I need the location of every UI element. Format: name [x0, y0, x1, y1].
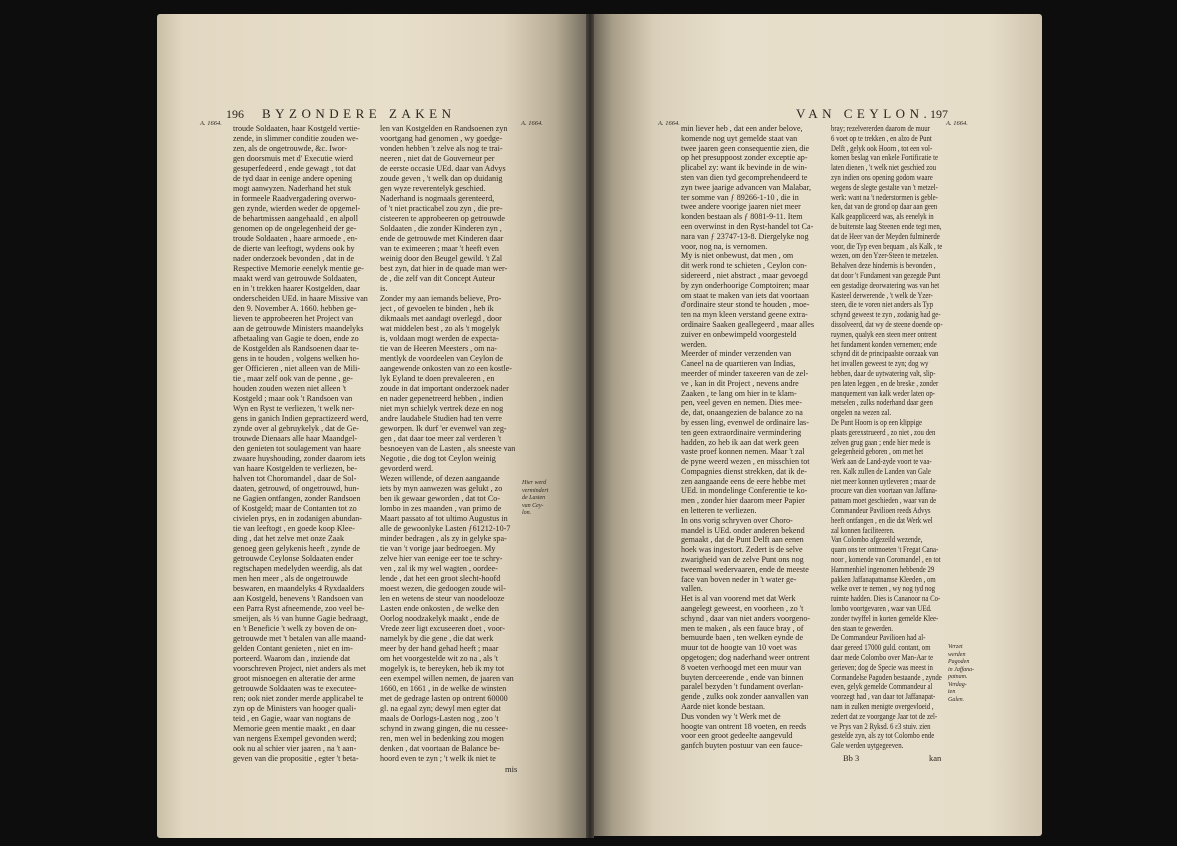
- text-line: by zyn onderhoorige Comptoiren; maar: [681, 280, 810, 290]
- text-line: schynd geweest te zyn , zodanig had ge-: [831, 310, 941, 320]
- catchword-right: kan: [929, 753, 942, 763]
- text-line: werden: [948, 651, 966, 658]
- text-line: de tyd daar in eenige andere opening: [233, 174, 353, 183]
- text-line: werk: want na 't nederstormen is geble-: [831, 192, 938, 202]
- catchword-left: mis: [505, 764, 518, 774]
- text-line: muur tot de hoogte van 10 voet was: [681, 643, 797, 653]
- text-line: sten van dien tyd gecomprehendeerd te: [681, 172, 808, 182]
- text-line: 8 voeten verhoogd met een muur van: [681, 662, 802, 672]
- text-line: pen, veel geven en nemen. Dies mee-: [681, 398, 802, 408]
- text-line: zyn op de Ministers van hooger quali-: [233, 704, 357, 713]
- text-line: Het is al van voorend met dat Werk: [681, 594, 796, 604]
- text-line: besnoeyen van de Lasten , als sneeste van: [380, 444, 516, 453]
- text-line: dat de Heer van der Meyden fulminerde: [831, 231, 940, 241]
- text-line: minder bedragen , als zy in gelyke spa-: [380, 534, 507, 543]
- text-line: ren, men wel in bedenking zou mogen: [380, 734, 504, 743]
- text-line: ger Officieren , niet alleen van de Mili-: [233, 364, 361, 373]
- text-line: een exempel willen nemen, de jaaren van: [380, 674, 514, 683]
- text-line: schynd , daar van niet anders voorgeno-: [681, 613, 811, 623]
- text-line: Memorie geen mentie maakt , en daar: [233, 724, 356, 733]
- text-line: halven tot Choromandel , daar de Sol-: [233, 474, 357, 483]
- text-line: Pagoden: [948, 659, 970, 665]
- text-line: ject , of gevoelen te binden , heb ik: [380, 304, 494, 313]
- text-line: zyn twee jaarige advancen van Malabar,: [681, 182, 812, 192]
- text-line: Kostgeld ; maar ook 't Randsoen van: [233, 394, 353, 403]
- text-line: tie , maar zelf ook van de penne , ge-: [233, 374, 353, 383]
- right-page-column-2: [831, 124, 945, 751]
- text-line: Galen.: [948, 696, 965, 703]
- text-line: tie van 't vorige jaar bedroegen. My: [380, 544, 496, 553]
- text-line: de Lasten: [522, 495, 546, 501]
- text-line: gens in te houden , volgens welken ho-: [233, 354, 360, 363]
- text-line: lombo in zes maanden , van primo de: [380, 504, 502, 513]
- text-line: schynd in zwang gingen, die nu cessee-: [380, 724, 508, 733]
- text-line: gl. na egaal zyn; dewyl men egter dat: [380, 704, 501, 713]
- text-line: welke over te nemen , wy nog tyd nog: [831, 584, 936, 594]
- text-line: lyk Eyland te doen prevaleeren , en: [380, 374, 495, 383]
- text-line: zelven grug gaan ; ende hier mede is: [831, 437, 931, 447]
- text-line: pen laten leggen , en de breske , zonder: [831, 378, 939, 388]
- text-line: plaats gerexstrueerd , zo niet , zou den: [831, 427, 936, 437]
- text-line: patnam.: [948, 674, 968, 680]
- text-line: hoord even te zyn ; 't welk ik niet te: [380, 754, 496, 763]
- text-line: daar gereed 17000 guld. contant, om: [831, 643, 931, 653]
- running-head-right: VAN CEYLON.: [796, 106, 932, 121]
- text-line: andre laudabele Studien had ten verre: [380, 414, 503, 423]
- text-line: voorschreven Project, niet anders als met: [233, 664, 367, 673]
- text-line: voor, nog na, is vernomen.: [681, 241, 768, 251]
- text-line: tie van leeftogt , en goede koop Klee-: [233, 524, 355, 533]
- text-line: ren; ook niet zonder merde applicabel te: [233, 694, 364, 703]
- text-line: Verzet: [948, 644, 963, 650]
- text-line: de dierte van leeftogt, wydens ook by: [233, 244, 355, 253]
- text-line: van nergens Exempel gevonden werd;: [233, 734, 357, 743]
- text-line: Zaaken , te lang om hier in te klam-: [681, 388, 797, 398]
- text-line: Compagnies dienst strekken, dat ik de-: [681, 466, 807, 476]
- text-line: ben ik gewaar geworden , dat tot Co-: [380, 494, 501, 503]
- text-line: ten geen extraordinaire vermindering: [681, 427, 802, 437]
- text-line: aan de getrouwde Ministers maandelyks: [233, 324, 364, 333]
- text-line: troude Soldaaten , haare armoede , en-: [233, 234, 358, 243]
- text-line: noor , komende van Coromandel , en tot: [831, 555, 941, 565]
- text-line: ten: [948, 689, 956, 695]
- text-line: hebben, daar de uytwatering valt, slip-: [831, 368, 936, 378]
- text-line: den 9. November A. 1660. hebben ge-: [233, 304, 357, 313]
- text-line: gelegenheid geboren , om met het: [831, 447, 924, 457]
- text-line: Kalk geappliceerd was, als eenelyk in: [831, 212, 934, 222]
- text-line: een gestadige deorwatering was van het: [831, 280, 940, 290]
- text-line: Negotie , die dog tot Ceylon weinig: [380, 454, 496, 463]
- text-line: wegens de slegte gestalte van 't metzel-: [831, 182, 938, 192]
- text-line: Respective Memorie eenelyk mentie ge-: [233, 264, 364, 273]
- text-line: of 't niet practicabel zou zyn , die pre-: [380, 204, 503, 213]
- text-line: gen doorsmuis met d' Executie wierd: [233, 154, 353, 163]
- text-line: dit werk rond te schieten , Ceylon con-: [681, 261, 807, 271]
- text-line: hoek was ingestort. Zedert is de selve: [681, 545, 803, 555]
- text-line: Dus vonden wy 't Werk met de: [681, 711, 781, 721]
- text-line: dikmaals met aandagt overlegd , door: [380, 314, 502, 323]
- text-line: wezen, om den Yzer-Steen te metzelen.: [831, 251, 939, 261]
- text-line: den staan te gewerden.: [831, 623, 893, 633]
- text-line: beswaren, en maandelyks 4 Ryxdaalders: [233, 584, 365, 593]
- text-line: Gale werden uytgegeeven.: [831, 741, 904, 751]
- text-line: getrouwde Ceylonse Soldaaten ender: [233, 554, 354, 563]
- text-line: porteerd. Waarom dan , inziende dat: [233, 654, 351, 663]
- text-line: zynde over al gebruykelyk , dat de Ge-: [233, 424, 359, 433]
- text-line: het invallen geweest te zyn; dog wy: [831, 359, 929, 369]
- text-line: weinig door den Beugel gewild. 't Zal: [380, 254, 503, 263]
- text-line: manquement van kalk weder laten op-: [831, 388, 936, 398]
- text-line: ne Gagien ontfangen, zonder Randsoen: [233, 494, 361, 503]
- text-line: regtschapen medelyden weerdig, als dat: [233, 564, 363, 573]
- text-line: buyten derceerende , ende van binnen: [681, 672, 804, 682]
- text-line: men hen meer , als de ongetrouwde: [233, 574, 348, 583]
- text-line: mogt aanwyzen. Naderhand het stuk: [233, 184, 351, 193]
- text-line: plicabel zy: want ik bevinde in de win-: [681, 163, 808, 173]
- text-line: vaste proef konnen nemen. Maar 't zal: [681, 447, 805, 457]
- text-line: zoude in dat important onderzoek nader: [380, 384, 509, 393]
- text-line: gestelde zyn, als zy tot Colombo ende: [831, 731, 935, 741]
- text-line: ordinaire Saaken geallegeerd , maar alles: [681, 319, 815, 329]
- text-line: en in 't trekken haarer Kostgelden, daar: [233, 284, 361, 293]
- text-line: ende de getrouwde met Kinderen daar: [380, 234, 504, 243]
- text-line: lombo voortgevaren , waar van UEd.: [831, 604, 932, 614]
- text-line: face van boven neder in 't water ge-: [681, 574, 797, 584]
- text-line: Caneel na de quartieren van Indias,: [681, 359, 796, 369]
- text-line: ven , zal ik my wel wagten , oordee-: [380, 564, 498, 573]
- text-line: de pyne weerd wezen , en misschien tot: [681, 457, 810, 467]
- text-line: 6 voet op te trekken , en alzo de Punt: [831, 133, 932, 143]
- text-line: Werk aan de Land-zyde voort te vaa-: [831, 457, 932, 467]
- text-line: De Punt Hoorn is op een klippige: [831, 417, 923, 427]
- text-line: vonden hebben 't zelve als nog te trai-: [380, 144, 503, 153]
- text-line: nader onderzoek bevonden , dat in de: [233, 254, 355, 263]
- text-line: zwarigheid van de zelve Punt ons nog: [681, 555, 804, 565]
- text-line: ve Prys van 2 Ryksd. 6 ɛ3 stuiv. zien: [831, 721, 931, 731]
- text-line: dat door 't Fundament van gezegde Punt: [831, 270, 941, 280]
- text-line: Naderhand is nogmaals gerenteerd,: [380, 194, 495, 203]
- text-line: lon.: [522, 510, 532, 516]
- text-line: UEd. in mondelinge Conferentie te ko-: [681, 486, 808, 496]
- text-line: den genieten tot soulagement van haare: [233, 444, 361, 453]
- text-line: daar mede Colombo over Man-Aar te: [831, 653, 934, 663]
- text-line: en 't Beneficie 't welk zy boven de on-: [233, 624, 357, 633]
- text-line: Hammenhiel ingenomen hebbende 29: [831, 564, 935, 574]
- text-line: zen, als de ongetrouwde, &c. Iwor-: [233, 144, 348, 153]
- text-line: vermindert: [522, 487, 549, 494]
- text-line: gen , dat daar toe meer zal verderen 't: [380, 434, 502, 443]
- text-line: van te eximeeren ; maar 't heeft even: [380, 244, 499, 253]
- text-line: mentlyk de voordeelen van Ceylon de: [380, 354, 503, 363]
- text-line: gemaakt , dat de Punt Delft aan eenen: [681, 535, 804, 545]
- text-line: gende , zulks ook zonder aanvallen van: [681, 692, 809, 702]
- text-line: tie van de Heeren Meesters , om na-: [380, 344, 497, 353]
- text-line: zen aangaande eens de eere hebbe met: [681, 476, 806, 486]
- text-line: In ons vorig schryven over Choro-: [681, 515, 793, 525]
- text-line: cisteeren te approbeeren op getrouwde: [380, 214, 505, 223]
- text-line: werden.: [681, 339, 707, 349]
- text-line: om staat te maken van iets dat voortaan: [681, 290, 809, 300]
- text-line: op het presuppoost zonder exceptie ap-: [681, 153, 808, 163]
- text-line: namelyk by die gene , die dat werk: [380, 634, 494, 643]
- text-line: My is niet onbewust, dat men , om: [681, 251, 794, 261]
- text-line: voorzegt had , van daar tot Jaffanapat-: [831, 692, 936, 702]
- text-line: Van Colombo afgezeild wezende,: [831, 535, 923, 545]
- text-line: wat middelen best , zo als 't mogelyk: [380, 324, 500, 333]
- text-line: de eerste occasie UEd. daar van Advys: [380, 164, 506, 173]
- text-line: len van Kostgelden en Randsoenen zyn: [380, 124, 508, 133]
- text-line: heeft ontfangen , en die dat Werk wel: [831, 515, 933, 525]
- text-line: sidereerd , niet abstract , maar gevoegd: [681, 270, 808, 280]
- text-line: Commandeur Pavilioen reeds Advys: [831, 506, 931, 516]
- text-line: 1660, en 1661 , in de welke de winsten: [380, 684, 507, 693]
- text-line: meerder of minder taxeeren van de zel-: [681, 368, 809, 378]
- text-line: een Parra Ryst afneemende, zoo veel be-: [233, 604, 365, 613]
- right-page-column-1: [681, 124, 827, 751]
- text-line: niet meer konnen uytleveren ; maar de: [831, 476, 936, 486]
- text-line: konden bestaan als ƒ 8081-9-11. Item: [681, 212, 803, 222]
- text-line: tweemaal wedervaaren, ende de meeste: [681, 564, 809, 574]
- margin-year-right-inner: A. 1664.: [658, 120, 680, 127]
- text-line: maals de Oorlogs-Lasten nog , zoo 't: [380, 714, 499, 723]
- text-line: zyn indien ons opening godom waare: [831, 172, 933, 182]
- text-line: quam ons ter ontmoeten 't Fregat Cana-: [831, 545, 939, 555]
- text-line: is, voldaan mogt werden de expecta-: [380, 334, 499, 343]
- text-line: best zyn, dat hier in de quade man wer-: [380, 264, 508, 273]
- text-line: ook nu al schier vier jaaren , na 't aan-: [233, 744, 357, 753]
- text-line: ruymen, qualyk een steen meer ontrent: [831, 329, 937, 339]
- text-line: Delft , gelyk ook Hoorn , tot een vol-: [831, 143, 933, 153]
- margin-year-left-inner: A. 1664.: [521, 120, 543, 127]
- text-line: zelve hier van eenige eer toe te schry-: [380, 554, 503, 563]
- text-line: de Kostgelden als Randsoenen daar te-: [233, 344, 359, 353]
- text-line: aan Kostgeld, benevens 't Randsoen van: [233, 594, 364, 603]
- text-line: zwaare huyshouding, zonder daarom iets: [233, 454, 366, 463]
- text-line: ken, dat van de grond op daar aan geen: [831, 202, 938, 212]
- text-line: gesuperfedeerd , ende gewagt , tot dat: [233, 164, 356, 173]
- text-line: gen zynde, wierden weder de opgemel-: [233, 204, 361, 213]
- text-line: min liever heb , dat een ander belove,: [681, 124, 803, 133]
- text-line: gens in ganich Indien gepractizeerd werd,: [233, 414, 369, 423]
- text-line: nam in zulken menigte overgevloeid ,: [831, 702, 934, 712]
- text-line: steen, die te voren niet anders als Typ: [831, 300, 934, 310]
- text-line: zedert dat ze voorgange Jaar tot de zel-: [831, 711, 938, 721]
- left-page-column-1: [233, 124, 376, 764]
- text-line: hadden, zo heb ik aan dat werk geen: [681, 437, 799, 447]
- text-line: procure van dien voortaan van Jaffana-: [831, 486, 938, 496]
- text-line: ve , kan in dit Project , nevens andre: [681, 378, 799, 388]
- text-line: voor, die Typ even bequam , als Kalk , te: [831, 241, 943, 251]
- text-line: ongelen na wezen zal.: [831, 408, 892, 418]
- text-line: met de gedrage lasten op ontrent 60000: [380, 694, 508, 703]
- text-line: ding , dat het zelve met onze Zaak: [233, 534, 345, 543]
- text-line: geven van die propositie , egter 't beta-: [233, 754, 359, 763]
- text-line: bray; rezelvererden daarom de muur: [831, 124, 930, 133]
- text-line: onderscheiden UEd. in haare Missive van: [233, 294, 368, 303]
- text-line: Zonder my aan iemands believe, Pro-: [380, 294, 502, 303]
- text-line: even, gelyk gemelde Commandeur al: [831, 682, 933, 692]
- text-line: een overwinst in den Ryst-handel tot Ca-: [681, 221, 814, 231]
- text-line: iets by myn aanwezen was gelukt , zo: [380, 484, 503, 493]
- text-line: metselen , zulks noderhand daar geen: [831, 398, 933, 408]
- text-line: Maart passato af tot ultimo Augustus in: [380, 514, 508, 523]
- text-line: men te maken , als een fauce bray , of: [681, 623, 804, 633]
- signature-mark: Bb 3: [843, 753, 860, 763]
- page-number-left: 196: [226, 107, 244, 121]
- text-line: zende, in slimmer conditie zouden we-: [233, 134, 359, 143]
- text-line: houden zouden wezen niet alleen 't: [233, 384, 347, 393]
- text-line: daaten, getrouwd, of ongetrouwd, hun-: [233, 484, 360, 493]
- text-line: bemuurde baen , ten welken eynde de: [681, 633, 804, 643]
- text-line: Aarde niet konde bestaan.: [681, 702, 766, 712]
- text-line: De Commandeur Pavilioen had al-: [831, 633, 926, 643]
- text-line: Behalven deze hindernis is bevonden ,: [831, 261, 936, 271]
- text-line: aangelegt geweest, en voorheen , zo 't: [681, 604, 804, 614]
- text-line: om het voorgestelde wit zo na , als 't: [380, 654, 498, 663]
- text-line: in Jaffana-: [948, 666, 975, 673]
- text-line: smeijen, als ½ van hunne Gagie bedraagt,: [233, 614, 369, 623]
- text-line: genomen op de ongelegenheid der ge-: [233, 224, 357, 233]
- text-line: dissolveerd, dat wy de steene doende op-: [831, 319, 943, 329]
- text-line: getrouwde met 't betalen van alle maand-: [233, 634, 367, 643]
- text-line: alle de gewoonlyke Lasten ƒ61212-10-7: [380, 524, 511, 533]
- text-line: komende nog uyt gemelde staat van: [681, 133, 798, 143]
- text-line: twee jaaren geen consequentie zien, die: [681, 143, 810, 153]
- text-line: en nader gepenetreerd hebben , indien: [380, 394, 504, 403]
- text-line: de behartmissen aangehaald , en alpoll: [233, 214, 358, 223]
- left-page-column-2: [380, 124, 521, 764]
- text-line: is.: [380, 284, 388, 293]
- text-line: Wyn en Ryst te verliezen, 't welk ner-: [233, 404, 355, 413]
- text-line: mogelyk is, te bereyken, heb ik my tot: [380, 664, 505, 673]
- margin-year-left-outer: A. 1664.: [200, 120, 222, 127]
- text-line: ruimte hadden. Dies is Cananoor na Co-: [831, 594, 941, 604]
- text-line: d'ordinaire steur stond te houden , moe-: [681, 300, 810, 310]
- text-line: nara van ƒ 23747-13-8. Diergelyke nog: [681, 231, 809, 241]
- text-line: opgetogen; dog naderhand weer ontrent: [681, 653, 810, 663]
- text-line: meer by der hand gehad heeft ; maar: [380, 644, 499, 653]
- text-line: men , zonder hier daarom meer Papier: [681, 496, 805, 506]
- text-line: Oorlog noodzakelyk maakt , ende de: [380, 614, 500, 623]
- text-line: de, dat, onaangezien de balance zo na: [681, 408, 803, 418]
- text-line: geworpen. Ik durf 'er evenwel van zeg-: [380, 424, 507, 433]
- text-line: vallen.: [681, 584, 703, 594]
- text-line: Cormandelse Pagoden bestaande , zynde: [831, 672, 942, 682]
- text-line: Soldaaten , die zonder Kinderen zyn ,: [380, 224, 502, 233]
- text-line: afbetaaling van Gagie te doen, ende zo: [233, 334, 359, 343]
- text-line: by essen ling, evenwel de ordinaire las-: [681, 417, 809, 427]
- book-gutter: [586, 14, 594, 838]
- text-line: paralel bezyden 't fundament overlan-: [681, 682, 804, 692]
- text-line: in formeele Raadvergadering overwo-: [233, 194, 357, 203]
- text-line: trouwde Dienaars alle haar Maandgel-: [233, 434, 358, 443]
- text-line: denken , dat voortaan de Balance be-: [380, 744, 500, 753]
- text-line: Wezen willende, of dezen aangaande: [380, 474, 500, 483]
- text-line: zuiver en onbewimpeld voorgesteld: [681, 329, 797, 339]
- text-line: moest wezen, die gedoogen zoude wil-: [380, 584, 506, 593]
- text-line: gen wyze reverentelyk geschied.: [380, 184, 486, 193]
- text-line: Hier werd: [522, 480, 547, 486]
- text-line: ter somme van ƒ 89266-1-10 , die in: [681, 192, 799, 202]
- text-line: laten dienen , 't welk niet geschied zou: [831, 163, 937, 173]
- text-line: getrouwde Soldaaten was te executee-: [233, 684, 357, 693]
- text-line: van haare Kostgelden te verliezen, be-: [233, 464, 358, 473]
- text-line: maakt werd van getrouwde Soldaaten,: [233, 274, 357, 283]
- text-line: en letteren te verliezen.: [681, 506, 757, 516]
- text-line: zal konnen faciliteeren.: [831, 525, 895, 535]
- text-line: ten na myn kleen verstand geene extra-: [681, 310, 808, 320]
- text-line: niet myn schielyk vertrek deze en nog: [380, 404, 504, 413]
- text-line: patnam moet geschieden , waar van de: [831, 496, 937, 506]
- text-line: de buitenste laag Steenen ende tegt men,: [831, 221, 942, 231]
- text-line: gerieven; dog de Specie was meest in: [831, 662, 933, 672]
- page-number-right: 197: [930, 107, 948, 121]
- text-line: Lasten ende onkosten , de welke den: [380, 604, 499, 613]
- text-line: neeren , niet dat de Gouverneur per: [380, 154, 495, 163]
- text-line: Kasteel derwerende , 't welk de Yzer-: [831, 290, 933, 300]
- text-line: pakken Jaffanapatnamse Kleeden , om: [831, 574, 936, 584]
- left-side-note: [522, 480, 548, 518]
- text-line: aangewende onkosten van zo een kostle-: [380, 364, 512, 373]
- text-line: Meerder of minder verzenden van: [681, 349, 792, 359]
- text-line: lende , dat het een groot slecht-hoofd: [380, 574, 501, 583]
- text-line: voortgang had genomen , wy goedge-: [380, 134, 503, 143]
- text-line: len en wetens de steur van noodelooze: [380, 594, 505, 603]
- text-line: groot misnoegen en alteratie der arme: [233, 674, 356, 683]
- text-line: gevorderd werd.: [380, 464, 434, 473]
- text-line: lieven te approbeeren het Project van: [233, 314, 354, 323]
- text-line: voor een groot gedeelte aangevuld: [681, 731, 793, 741]
- text-line: schynd dit de principaalste oorzaak van: [831, 349, 939, 359]
- text-line: twee andere voorige jaaren niet meer: [681, 202, 801, 212]
- text-line: ganfch buyten postuur van een fauce-: [681, 741, 803, 751]
- running-head-left: BYZONDERE ZAKEN: [262, 106, 456, 121]
- text-line: komen beslag van enkele Fortificatie te: [831, 153, 939, 163]
- text-line: civielen prys, en in zodanigen abundan-: [233, 514, 363, 523]
- text-line: Verdag-: [948, 681, 967, 688]
- text-line: Vrede zeer ligt excuseeren doet , voor-: [380, 624, 505, 633]
- text-line: mandel is UEd. onder anderen bekend: [681, 525, 805, 535]
- margin-year-right-outer: A. 1664.: [946, 120, 968, 127]
- text-line: zonder twyffel in korten gemelde Klee-: [831, 613, 939, 623]
- text-line: teid , en Gagie, waar van nogtans de: [233, 714, 351, 723]
- text-line: genoeg geen gelykenis heeft , zynde de: [233, 544, 360, 553]
- text-line: van Cey-: [522, 502, 544, 509]
- text-line: of Kostgeld; maar de Contanten tot zo: [233, 504, 357, 513]
- text-line: hoogte van ontrent 18 voeten, en reeds: [681, 721, 807, 731]
- text-line: gelden Contant genieten , niet en im-: [233, 644, 353, 653]
- right-side-note: [948, 644, 974, 704]
- text-line: het fundament konden vernemen; ende: [831, 339, 937, 349]
- text-line: troude Soldaaten, haar Kostgeld vertie-: [233, 124, 360, 133]
- text-line: de , die zelf van dit Concept Auteur: [380, 274, 496, 283]
- text-line: ren. Kalk zullen de Landen van Gale: [831, 466, 931, 476]
- text-line: zoude geven , 't welk dan op duidanig: [380, 174, 503, 183]
